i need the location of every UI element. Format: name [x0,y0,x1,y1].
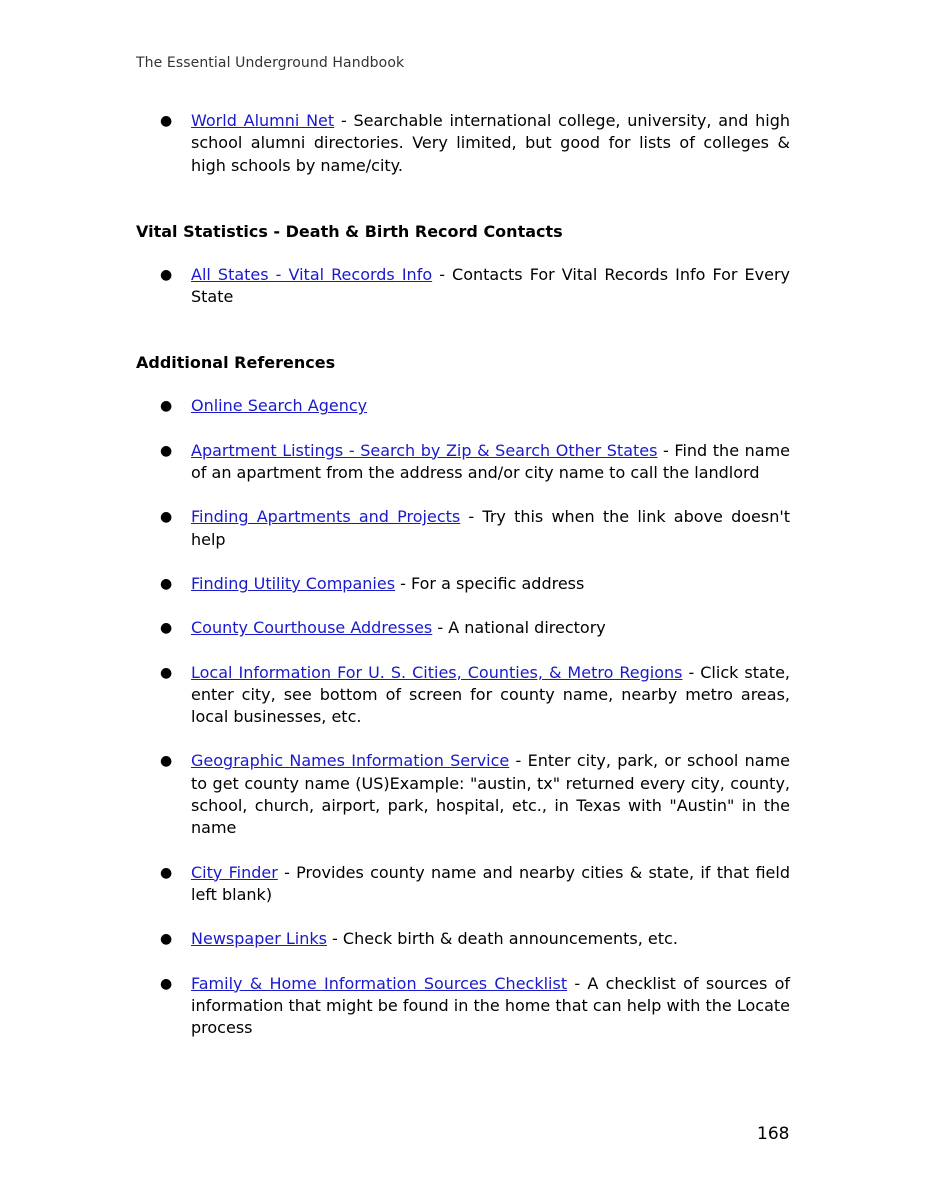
additional-references-heading: Additional References [136,353,336,373]
bullet-icon: ● [160,509,173,526]
item-description: - Provides county name and nearby cities & state, if that field left blank) [191,862,790,904]
item-description: - Find the name of an apartment from the address and/or city name to call the landlord [191,440,790,483]
list-item [136,662,790,729]
list-item [136,862,790,907]
all-states-vital-records-link[interactable]: All States - Vital Records Info [191,264,433,284]
finding-utility-companies-link[interactable]: Finding Utility Companies [191,573,396,593]
world-alumni-net-link[interactable]: World Alumni Net [191,111,335,130]
city-finder-link[interactable]: City Finder [191,862,278,882]
item-description: - Enter city, park, or school name to get county name (US)Example: "austin, tx" returned every city, county, school, church, airport, park, hospital, etc., in Texas with "Austin" in the name [191,751,790,838]
local-information-link[interactable]: Local Information For U. S. Cities, Counties, & Metro Regions [191,662,683,682]
bullet-icon: ● [160,620,173,637]
apartment-listings-link[interactable]: Apartment Listings - Search by Zip & Search Other States [191,440,658,460]
bullet-icon: ● [160,266,173,283]
item-description: - A checklist of sources of information that might be found in the home that can help with the Locate process [191,973,791,1038]
list-item [136,395,790,417]
item-description: - For a specific address [395,573,585,593]
bullet-icon: ● [160,113,173,129]
running-header: The Essential Underground Handbook [136,55,405,71]
online-search-agency-link[interactable]: Online Search Agency [191,396,368,416]
bullet-icon: ● [160,864,173,881]
list-item [136,573,790,595]
list-item [136,973,790,1040]
list-item [136,617,790,639]
page-content [136,110,790,1061]
page-number: 168 [757,1124,790,1144]
item-description: - Searchable international college, university, and high school alumni directories. Very limited, but good for lists of colleges & high schools by name/city. [191,111,791,175]
bullet-icon: ● [160,753,173,770]
item-description: - Click state, enter city, see bottom of screen for county name, nearby metro areas, local businesses, etc. [191,662,790,727]
list-item [136,928,790,950]
newspaper-links-link[interactable]: Newspaper Links [191,929,327,949]
bullet-icon: ● [160,398,173,415]
vital-link-list [136,264,790,309]
list-item [136,440,790,485]
bullet-icon: ● [160,931,173,948]
additional-link-list [136,395,790,1039]
list-item [136,264,790,309]
item-description: - Try this when the link above doesn't help [191,507,790,549]
bullet-icon: ● [160,975,173,992]
family-home-checklist-link[interactable]: Family & Home Information Sources Checklist [191,973,568,993]
vital-statistics-heading: Vital Statistics - Death & Birth Record Contacts [136,221,563,241]
list-item [136,750,790,839]
item-description: - Contacts For Vital Records Info For Every State [191,264,790,307]
bullet-icon: ● [160,575,173,592]
county-courthouse-addresses-link[interactable]: County Courthouse Addresses [191,618,433,638]
bullet-icon: ● [160,442,173,459]
bullet-icon: ● [160,664,173,681]
list-item [136,110,790,177]
item-description: - Check birth & death announcements, etc. [326,929,678,949]
list-item [136,506,790,551]
finding-apartments-link[interactable]: Finding Apartments and Projects [191,507,461,527]
item-description: - A national directory [432,618,606,638]
geographic-names-link[interactable]: Geographic Names Information Service [191,751,510,771]
top-link-list [136,110,790,177]
